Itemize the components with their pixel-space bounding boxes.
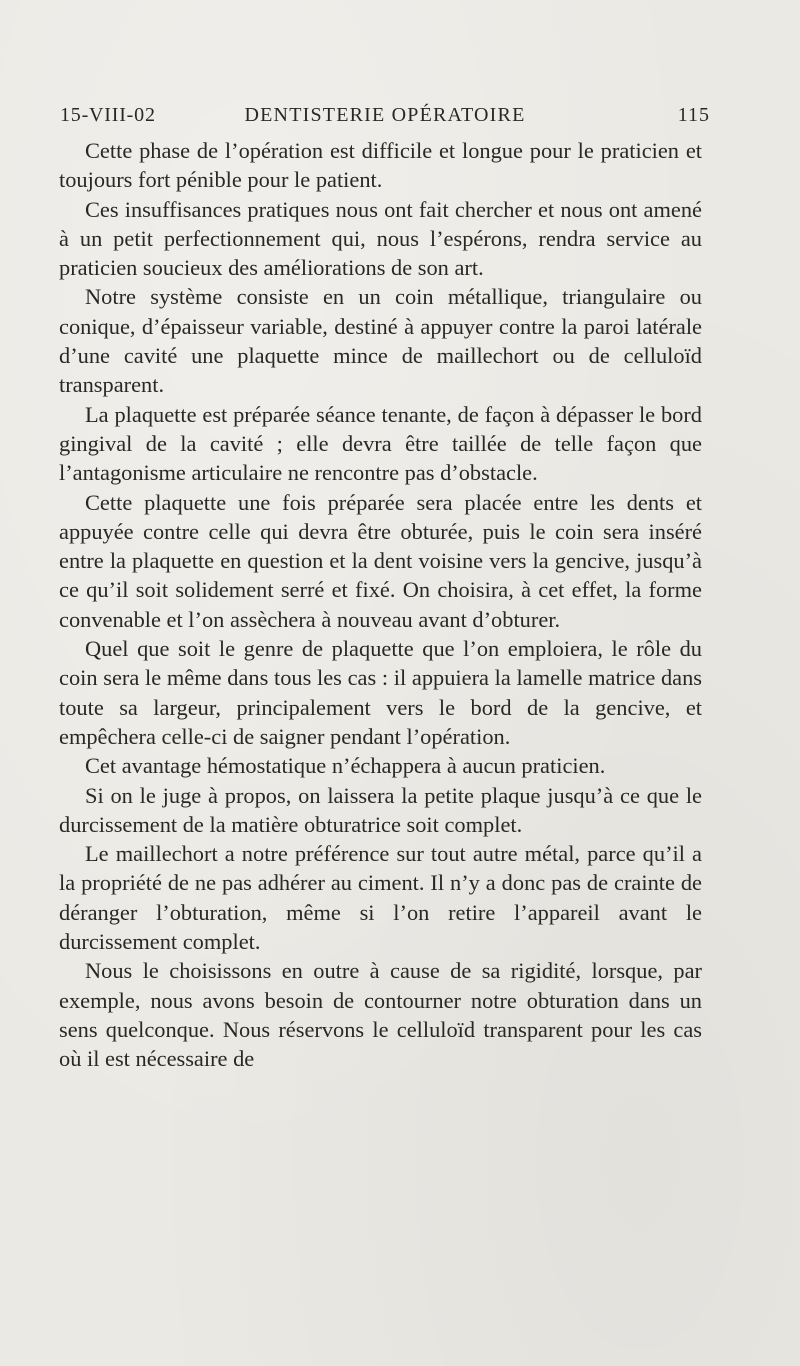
paragraph: Cette phase de l’opération est difficile et longue pour le praticien et toujours fort pénible pour le patient. (59, 138, 702, 193)
page-number: 115 (677, 104, 710, 126)
running-head (60, 104, 710, 132)
paragraph: Ces insuffisances pratiques nous ont fait chercher et nous ont amené à un petit perfectionnement qui, nous l’espérons, rendra service au praticien soucieux des améliorations de son art. (59, 196, 702, 281)
body-text (59, 136, 702, 1074)
paragraph: Nous le choisissons en outre à cause de sa rigidité, lorsque, par exemple, nous avons besoin de contourner notre obturation dans un sens quelconque. Nous réservons le celluloïd transparent pour les cas où il est nécessaire de (59, 958, 702, 1072)
paragraph: Le maillechort a notre préférence sur tout autre métal, parce qu’il a la propriété de ne pas adhérer au ciment. Il n’y a donc pas de crainte de déranger l’obturation, même si l’on retire l’appareil avant le durcissement complet. (59, 841, 702, 955)
issue-date: 15-VIII-02 (60, 104, 156, 126)
running-title: DENTISTERIE OPÉRATOIRE (244, 104, 526, 126)
paragraph: La plaquette est préparée séance tenante, de façon à dépasser le bord gingival de la cavité ; elle devra être taillée de telle façon que l’antagonisme articulaire ne rencontre pas d’obstacle. (59, 401, 702, 486)
paragraph: Cet avantage hémostatique n’échappera à aucun praticien. (85, 753, 606, 779)
paragraph: Notre système consiste en un coin métallique, triangulaire ou conique, d’épaisseur variable, destiné à appuyer contre la paroi latérale d’une cavité une plaquette mince de maillechort ou de celluloïd transparent. (59, 284, 702, 398)
paragraph: Quel que soit le genre de plaquette que l’on emploiera, le rôle du coin sera le même dans tous les cas : il appuiera la lamelle matrice dans toute sa largeur, principalement vers le bord de la gencive, et empêchera celle-ci de saigner pendant l’opération. (59, 636, 702, 749)
paragraph: Si on le juge à propos, on laissera la petite plaque jusqu’à ce que le durcissement de la matière obturatrice soit complet. (59, 782, 702, 837)
paragraph: Cette plaquette une fois préparée sera placée entre les dents et appuyée contre celle qui devra être obturée, puis le coin sera inséré entre la plaquette en question et la dent voisine vers la gencive, jusqu’à ce qu’il soit solidement serré et fixé. On choisira, à cet effet, la forme convenable et l’on assèchera à nouveau avant d’obturer. (59, 489, 702, 632)
